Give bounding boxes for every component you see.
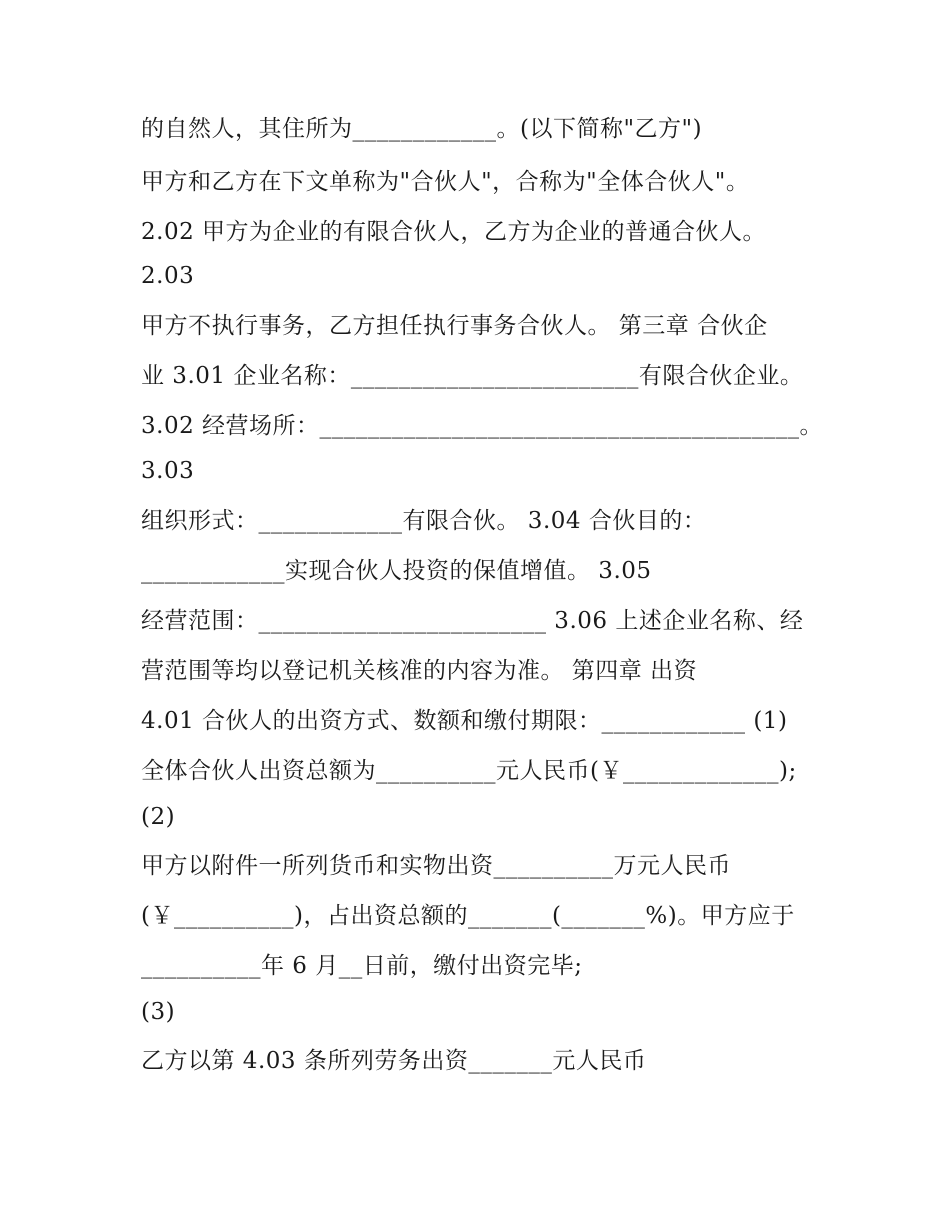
text-line: (￥__________)，占出资总额的_______(_______%)。甲方应于 xyxy=(141,903,795,929)
text-line: 全体合伙人出资总额为__________元人民币(￥_____________); xyxy=(141,758,797,784)
text-line: 业 3.01 企业名称：________________________有限合伙企业。 xyxy=(141,363,804,389)
text-line: 组织形式：____________有限合伙。 3.04 合伙目的： xyxy=(141,508,707,534)
text-line: 甲方以附件一所列货币和实物出资__________万元人民币 xyxy=(141,853,731,879)
text-line: 乙方以第 4.03 条所列劳务出资_______元人民币 xyxy=(141,1048,647,1074)
text-line: 2.02 甲方为企业的有限合伙人，乙方为企业的普通合伙人。 xyxy=(141,219,767,245)
text-line: 营范围等均以登记机关核准的内容为准。 第四章 出资 xyxy=(141,658,698,684)
text-line: (2) xyxy=(141,804,176,830)
text-line: ____________实现合伙人投资的保值增值。 3.05 xyxy=(141,558,652,584)
text-line: 甲方和乙方在下文单称为"合伙人"，合称为"全体合伙人"。 xyxy=(141,169,750,195)
text-line: (3) xyxy=(141,999,176,1025)
text-line: 2.03 xyxy=(141,263,195,289)
text-line: 4.01 合伙人的出资方式、数额和缴付期限：____________ (1) xyxy=(141,708,788,734)
text-line: __________年 6 月__日前，缴付出资完毕; xyxy=(141,953,583,979)
text-line: 经营范围：________________________ 3.06 上述企业名称、经 xyxy=(141,608,804,634)
text-line: 的自然人，其住所为____________。(以下简称"乙方") xyxy=(141,116,703,142)
text-line: 3.02 经营场所：________________________________________。 xyxy=(141,413,824,439)
text-line: 3.03 xyxy=(141,458,195,484)
text-line: 甲方不执行事务，乙方担任执行事务合伙人。 第三章 合伙企 xyxy=(141,313,768,339)
